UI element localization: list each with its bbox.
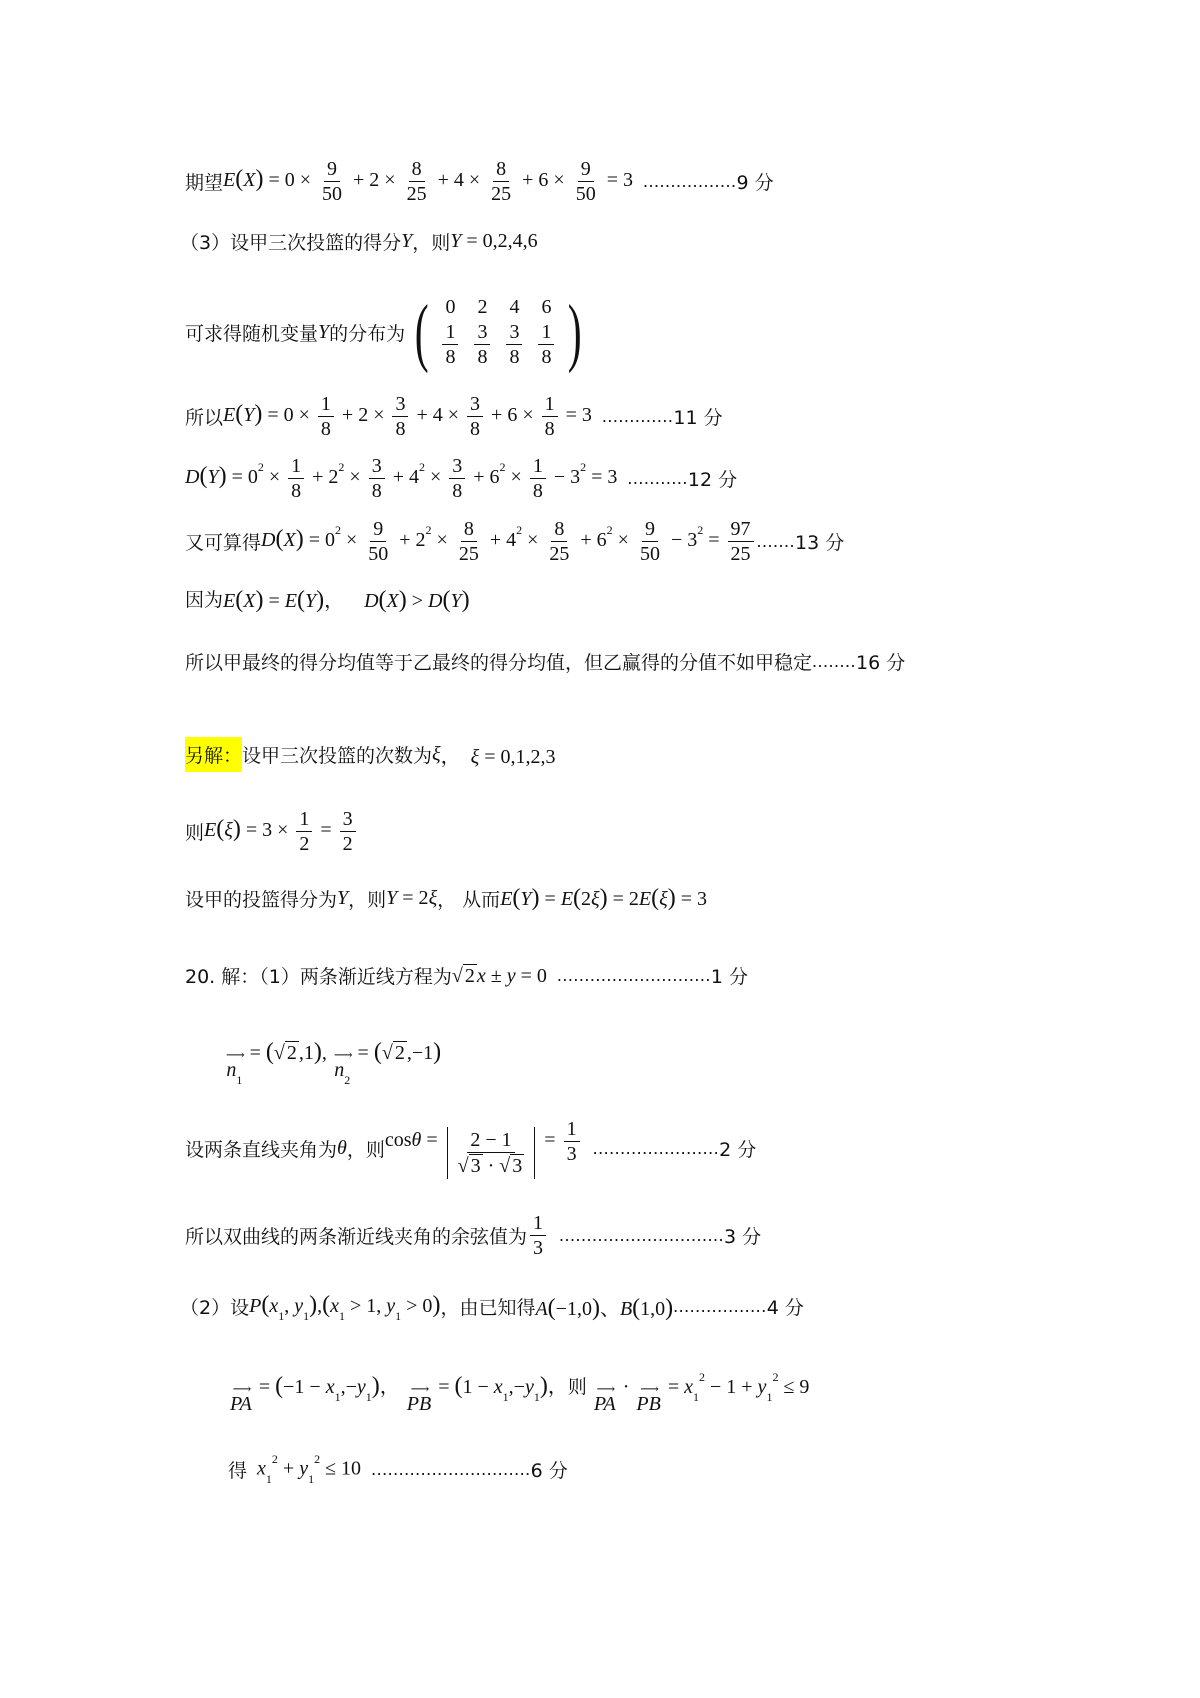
text: 所以 <box>185 407 224 429</box>
text: 可求得随机变量 <box>185 322 319 345</box>
line-normal-vectors <box>224 1039 442 1088</box>
dots: ....... <box>756 531 796 551</box>
distribution-matrix: ( 0 2 4 6 $\frac{1}{8}$ $\frac{3}{8}$ $\frac{3}{8}$ $\frac{1}{8}$ ) <box>414 290 583 374</box>
math: E(Y) = E(2ξ) = 2E(ξ) = 3 <box>500 885 707 911</box>
math: ⟶ $n_1$ = ( √ 2 ,1), ⟶ $n_2$ = ( √ 2 ,−1) <box>226 1039 442 1088</box>
line-variance-y <box>185 455 737 502</box>
line-cos-theta <box>185 1118 756 1179</box>
dots: ............................ <box>556 965 711 985</box>
line-cos-conclusion <box>185 1212 761 1259</box>
math-ey: E(Y) = 0 × $\frac{1}{8}$ + 2 × $\frac{3}{8}$ + 4 × $\frac{3}{8}$ + 6 × $\frac{1}{8}$ = 3 <box>223 393 592 440</box>
cell: 8 <box>541 346 552 369</box>
dots: .............................. <box>559 1225 725 1245</box>
cell: 4 <box>509 296 520 319</box>
cell: 1 <box>538 321 554 345</box>
cell: 8 <box>509 346 520 369</box>
score-label: 3 分 <box>724 1226 762 1248</box>
cell: 2 <box>477 296 488 319</box>
math: ， ξ = 0,1,2,3 <box>440 746 556 768</box>
math: E(ξ) = 3 × $\frac{1}{2}$ = $\frac{3}{2}$ <box>204 808 359 855</box>
dots: ............................. <box>371 1459 531 1480</box>
text: ， 从而 <box>437 889 501 911</box>
math: E(X) = E(Y)， D(X) > D(Y) <box>223 587 470 613</box>
text: 因为 <box>185 589 224 611</box>
cell: 3 <box>506 321 522 345</box>
text: （2）设 <box>180 1297 250 1319</box>
line-part3-intro <box>180 228 538 255</box>
math: A(−1,0)、B(1,0) <box>535 1295 674 1321</box>
math-dy: $D(Y) = 0^2$ × $\frac{1}{8}$ + $2^2$ × $\frac{3}{8}$ + $4^2$ × $\frac{3}{8}$ + $6^2$ × $\frac{1}{8}$ − $3^2 = 3$ <box>185 455 618 502</box>
math: ⟶ PA = $(-1 - x_1,-y_1)$， ⟶ PB = $(1 - x_1,-y_1)$，则 ⟶ PA · ⟶ PB = $x_1^2 - 1 + y_1^2 \le 9$ <box>230 1370 810 1416</box>
text: 所以双曲线的两条渐近线夹角的余弦值为 <box>185 1226 528 1248</box>
score-label: 6 分 <box>530 1460 568 1483</box>
cell: 1 <box>442 321 458 345</box>
math-dx: $D(X) = 0^2$ × $\frac{9}{50}$ + $2^2$ × $\frac{8}{25}$ + $4^2$ × $\frac{8}{25}$ + $6^2$ × $\frac{9}{50}$ − $3^2$ = $\frac{97}{25}$ <box>261 518 756 565</box>
var: ξ <box>432 743 441 765</box>
score-label: 16 分 <box>856 652 906 674</box>
math: cosθ = 2 − 1 √ 3 · √ 3 = $\frac{1}{3}$ <box>385 1118 583 1179</box>
line-expectation-y <box>185 393 723 440</box>
text: （3）设甲三次投篮的得分 <box>180 232 402 254</box>
line-q20-part1 <box>185 962 748 989</box>
text: 的分布为 <box>329 322 406 345</box>
text: ，则 <box>412 232 451 254</box>
score-label: 1 分 <box>710 966 749 988</box>
highlight-label: 另解： <box>185 737 242 772</box>
line-score-y <box>185 885 707 912</box>
text: 20. 解：（1）两条渐近线方程为 <box>185 966 452 988</box>
line-q20-part2 <box>180 1292 804 1321</box>
dots: ....................... <box>592 1138 720 1159</box>
dots: ................. <box>673 1296 767 1316</box>
cell: 8 <box>477 346 488 369</box>
text: ，则 <box>348 889 387 911</box>
score-label: 12 分 <box>687 469 738 491</box>
line-dot-product <box>228 1370 809 1416</box>
score-label: 4 分 <box>766 1297 804 1319</box>
math: $P(x_1$, $y_1),(x_1 > 1$, $y_1 > 0$) <box>249 1291 441 1323</box>
var: θ <box>337 1137 347 1160</box>
text: 期望 <box>185 172 224 194</box>
math: Y = 0,2,4,6 <box>450 230 538 252</box>
line-alt-solution <box>185 737 555 772</box>
text: 设甲三次投篮的次数为 <box>242 745 433 767</box>
line-comparison <box>185 584 470 613</box>
line-expectation-x <box>185 158 774 205</box>
line-variance-x <box>185 518 844 565</box>
dots: ................. <box>642 171 737 191</box>
text: 又可算得 <box>185 532 262 554</box>
math: $\frac{1}{3}$ <box>527 1212 549 1259</box>
math-ex: E(X) = 0 × $\frac{9}{50}$ + 2 × $\frac{8}{25}$ + 4 × $\frac{8}{25}$ + 6 × $\frac{9}{50}$ = 3 <box>223 158 633 205</box>
line-distribution <box>185 290 588 374</box>
var: Y <box>318 320 330 343</box>
dots: ........ <box>812 651 857 671</box>
cell: 8 <box>445 346 456 369</box>
text: ，则 <box>346 1139 385 1162</box>
text: 得 <box>228 1460 248 1483</box>
var: Y <box>401 230 413 252</box>
line-e-xi <box>185 808 359 855</box>
var: Y <box>337 887 349 909</box>
dots: ........... <box>627 468 688 488</box>
score-label: 11 分 <box>673 407 723 429</box>
dots: ............. <box>601 406 674 426</box>
score-label: 2 分 <box>719 1139 757 1162</box>
score-label: 13 分 <box>795 532 845 554</box>
line-conclusion <box>185 648 905 675</box>
line-result <box>228 1452 568 1486</box>
text: 所以甲最终的得分均值等于乙最终的得分均值，但乙赢得的分值不如甲稳定 <box>185 652 813 674</box>
math: √ 2 x ± y = 0 <box>451 964 547 987</box>
text: ，由已知得 <box>440 1297 536 1319</box>
score-label: 9 分 <box>736 172 774 194</box>
text: 设两条直线夹角为 <box>185 1139 338 1162</box>
text: 则 <box>185 822 205 844</box>
text: 设甲的投篮得分为 <box>185 889 338 911</box>
math: $x_1^2 + y_1^2 \le 10$ <box>257 1452 362 1486</box>
cell: 0 <box>445 296 456 319</box>
math: Y = 2ξ <box>386 887 438 909</box>
cell: 6 <box>541 296 552 319</box>
cell: 3 <box>474 321 490 345</box>
